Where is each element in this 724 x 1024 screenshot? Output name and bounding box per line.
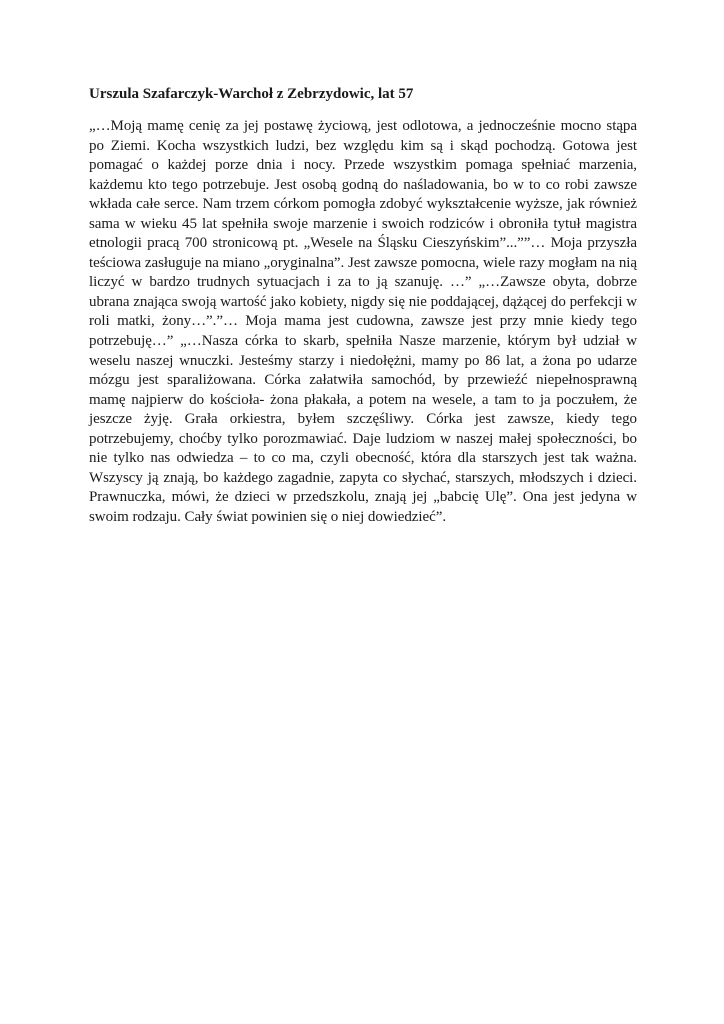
document-content bbox=[89, 84, 637, 527]
document-title: Urszula Szafarczyk-Warchoł z Zebrzydowic, lat 57 bbox=[89, 86, 414, 102]
document-paragraph: „…Moją mamę cenię za jej postawę życiową, jest odlotowa, a jednocześnie mocno stąpa po Ziemi. Kocha wszystkich ludzi, bez względu kim są i skąd pochodzą. Gotowa jest pomagać o każdej porze dnia i nocy. Przede wszystkim pomaga spełniać marzenia, każdemu kto tego potrzebuje. Jest osobą godną do naśladowania, bo w to co robi zawsze wkłada całe serce. Nam trzem córkom pomogła zdobyć wykształcenie wyższe, jak również sama w wieku 45 lat spełniła swoje marzenie i swoich rodziców i obroniła tytuł magistra etnologii pracą 700 stronicową pt. „Wesele na Śląsku Cieszyńskim”...””… Moja przyszła teściowa zasługuje na miano „oryginalna”. Jest zawsze pomocna, wiele razy mogłam na nią liczyć w bardzo trudnych sytuacjach i za to ją szanuję. …” „…Zawsze obyta, dobrze ubrana znająca swoją wartość jako kobiety, nigdy się nie poddającej, dążącej do perfekcji w roli matki, żony…”.”… Moja mama jest cudowna, zawsze jest przy mnie kiedy tego potrzebuję…” „…Nasza córka to skarb, spełniła Nasze marzenie, którym był udział w weselu naszej wnuczki. Jesteśmy starzy i niedołężni, mamy po 86 lat, a żona po udarze mózgu jest sparaliżowana. Córka załatwiła samochód, by przewieźć niepełnosprawną mamę najpierw do kościoła- żona płakała, a potem na wesele, a tam to ja poczułem, że jeszcze żyję. Grała orkiestra, byłem szczęśliwy. Córka jest zawsze, kiedy tego potrzebujemy, choćby tylko porozmawiać. Daje ludziom w naszej małej społeczności, bo nie tylko nas odwiedza – to co ma, czyli obecność, która dla starszych jest tak ważna. Wszyscy ją znają, bo każdego zagadnie, zapyta co słychać, starszych, młodszych i dzieci. Prawnuczka, mówi, że dzieci w przedszkolu, znają jej „babcię Ulę”. Ona jest jedyna w swoim rodzaju. Cały świat powinien się o niej dowiedzieć”. bbox=[89, 118, 637, 525]
